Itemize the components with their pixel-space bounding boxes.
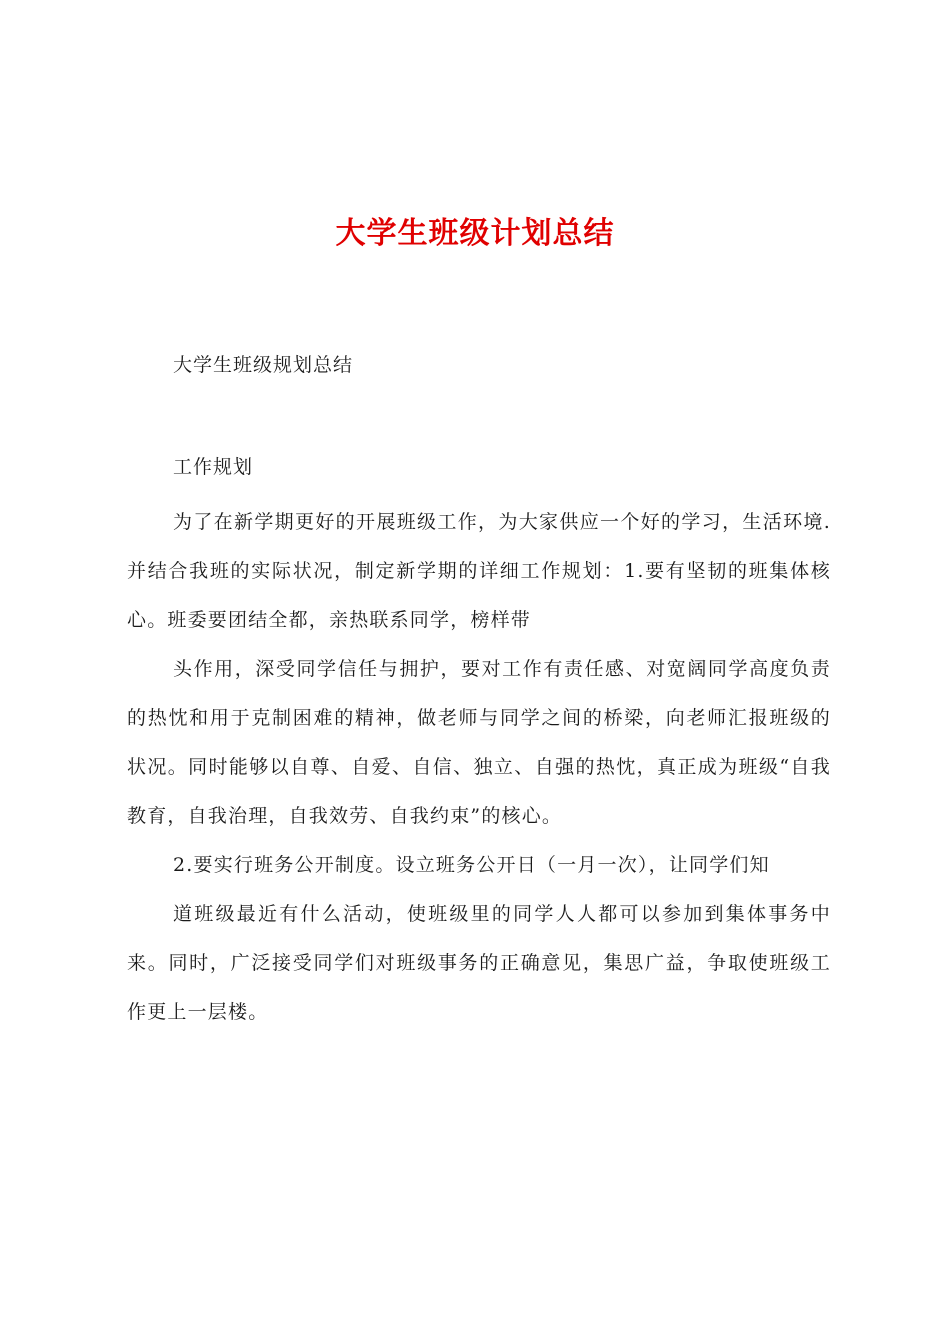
paragraph-4: 道班级最近有什么活动，使班级里的同学人人都可以参加到集体事务中来。同时，广泛接受同学们对班级事务的正确意见，集思广益，争取使班级工作更上一层楼。 [127,903,831,1023]
paragraph-3: 2.要实行班务公开制度。设立班务公开日（一月一次），让同学们知 [173,854,770,876]
document-title: 大学生班级计划总结 [335,216,615,251]
section-heading: 工作规划 [173,456,254,478]
document-subtitle: 大学生班级规划总结 [173,354,354,376]
paragraph-2: 头作用，深受同学信任与拥护，要对工作有责任感、对宽阔同学高度负责的热忱和用于克制困难的精神，做老师与同学之间的桥梁，向老师汇报班级的状况。同时能够以自尊、自爱、自信、独立、自强的热忱，真正成为班级“自我教育，自我治理，自我效劳、自我约束”的核心。 [127,658,831,827]
paragraph-1: 为了在新学期更好的开展班级工作，为大家供应一个好的学习，生活环境.并结合我班的实际状况，制定新学期的详细工作规划：1.要有坚韧的班集体核心。班委要团结全都，亲热联系同学，榜样带 [127,511,831,631]
document-body [127,498,831,1037]
